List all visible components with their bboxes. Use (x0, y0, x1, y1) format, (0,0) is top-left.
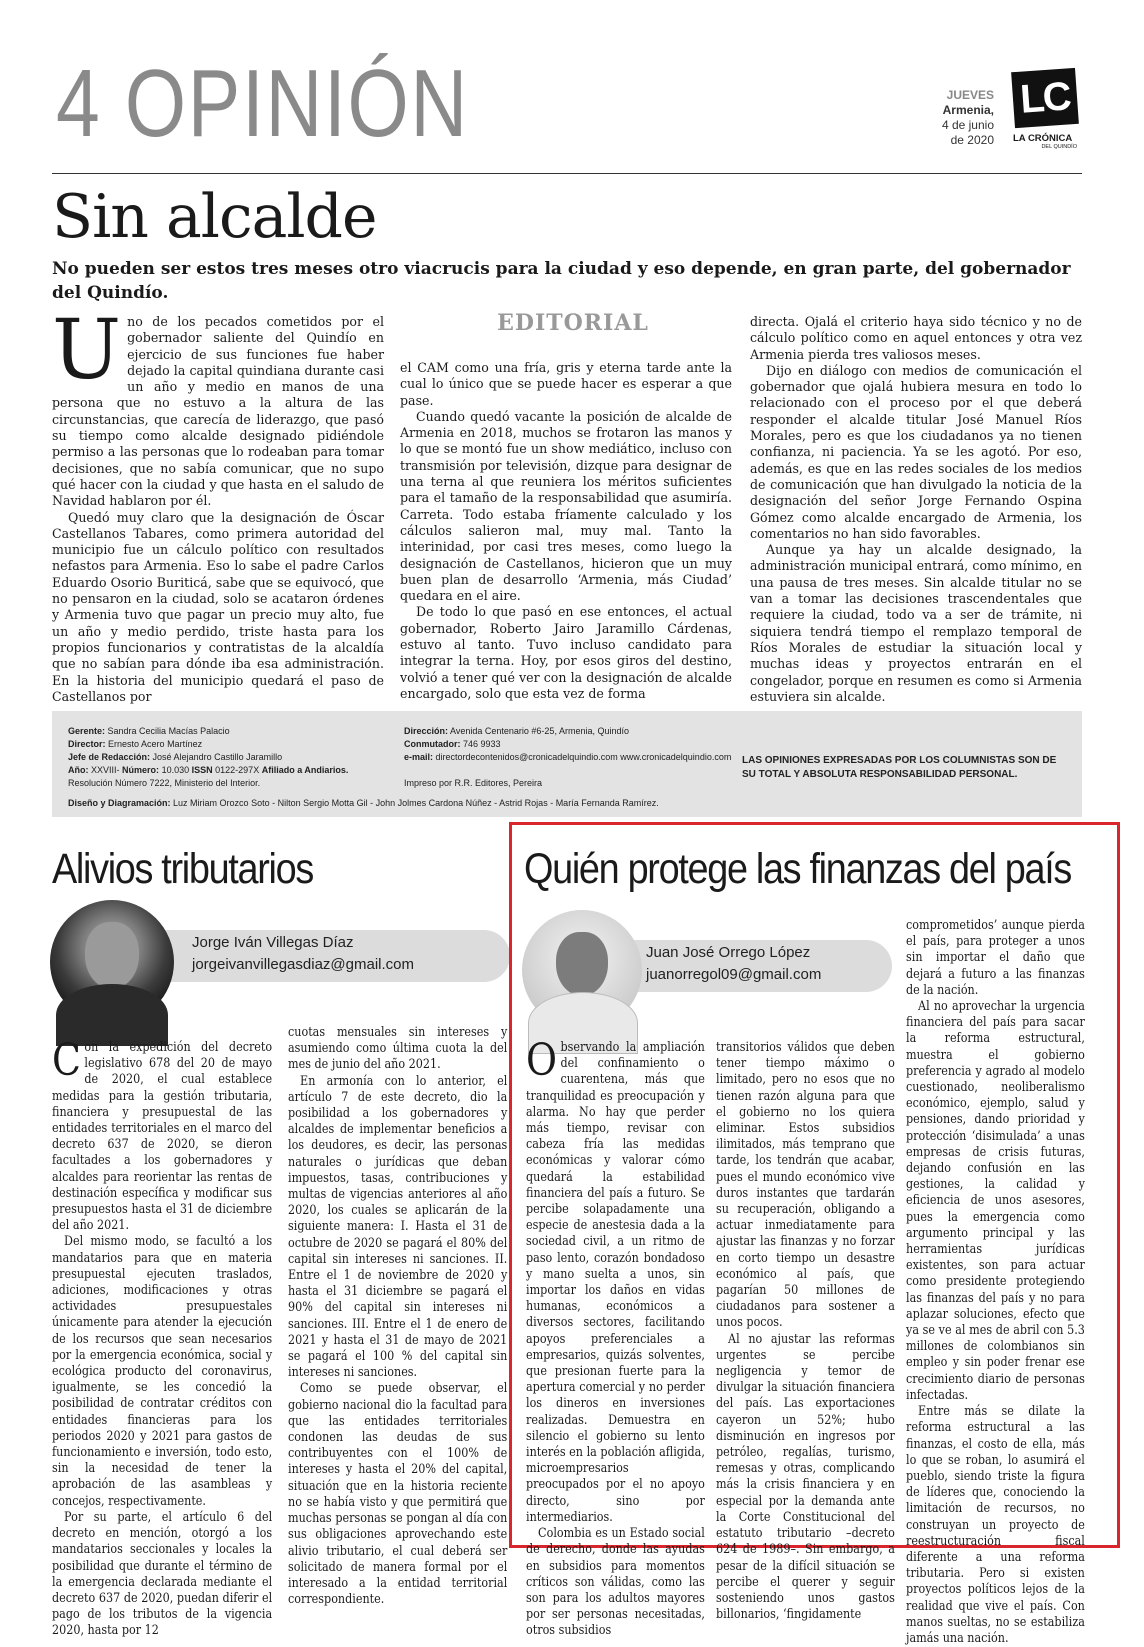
section-number: 4 (56, 50, 102, 157)
column-left-dropcap: C (52, 1035, 81, 1086)
date-city: Armenia, (942, 103, 994, 117)
column-paragraph: Del mismo modo, se facultó a los mandatarios para que en materia presupuestal ejecuten traslados, adiciones, modificaciones y otras actividades presupuestales únicamente para atender la ejecución de los recursos que sean necesarios por la emergencia económica, social y ecológica producto del coronavirus, igualmente, se les concedió la posibilidad de contratar créditos con entidades financieras para los periodos 2020 y 2021 para gastos de funcionamiento e inversión, todo esto, sin la necesidad de tener la aprobación de las asambleas y concejos, respectivamente. (52, 1234, 273, 1509)
editorial-dropcap: U (52, 303, 122, 398)
author-face (556, 932, 609, 997)
masthead-value: 10.030 (161, 765, 190, 775)
author-name: Juan José Orrego López (646, 944, 811, 961)
masthead-value: José Alejandro Castillo Jaramillo (152, 752, 283, 762)
column-left-text-1 (52, 1035, 273, 1640)
dateline (942, 88, 994, 148)
masthead-staff (68, 725, 348, 790)
column-right-author-bar (600, 940, 892, 992)
editorial-paragraph: Aunque ya hay un alcalde designado, la administración municipal entrará, como mínimo, en una pausa de tres meses. Sin alcalde titular no se van a tomar las decisiones trascendentales que requiere la ciudad, todo va a ser de trámite, ni siquiera tendrá tiempo el remplazo temporal de Ríos Morales de estudiar la situación local y muchas ideas y proyectos entrarán en el congelador, porque en resumen es como si Armenia estuviera sin alcalde. (750, 542, 1082, 704)
author-face (85, 922, 140, 989)
column-right-text-3 (906, 918, 1085, 1647)
masthead-box (52, 711, 1082, 817)
column-paragraph: Al no aprovechar la urgencia financiera del país para sacar la reforma estructural, muestra el gobierno preferencia y agrado al modelo cuestionado, neoliberalismo económico, ejemplo, salud y pensiones, dando prioridad y protección ‘disimulada’ a unas empresas de crisis futuras, dejando confusión en las gestiones, la calidad y eficiencia de unos asesores, pues la emergencia como argumento principal y las herramientas jurídicas existentes, son para actuar como presidente protegiendo las finanzas del país y no para aplazar soluciones, efecto que ya se ve al mes de abril con 5.3 millones de colombianos sin empleo y sin poder frenar ese crecimiento diario de personas infectadas. (906, 999, 1085, 1403)
masthead-label: Gerente: (68, 726, 106, 736)
column-paragraph: on la expedición del decreto legislativo 678 del 20 de mayo de 2020, el cual establece medidas para la gestión tributaria, financiera y presupuestal de las entidades territoriales en el marco del decreto 637 de 2020, se dieron facultades a los gobernadores y alcaldes para reorientar las rentas de destinación específica y modificar sus presupuestos hasta el 31 de diciembre del año 2021. (52, 1040, 273, 1234)
masthead-label: e-mail: (404, 752, 434, 762)
author-name: Jorge Iván Villegas Díaz (192, 934, 354, 951)
author-email[interactable]: jorgeivanvillegasdiaz@gmail.com (192, 956, 414, 973)
editorial-deck: No pueden ser estos tres meses otro viacrucis para la ciudad y eso depende, en gran parte, del gobernador del Quindío. (52, 259, 1071, 303)
logo-name: LA CRÓNICA (1013, 133, 1073, 144)
masthead-value: 0122-297X (215, 765, 260, 775)
logo-letters: LC (1011, 68, 1079, 128)
masthead-label: Director: (68, 739, 106, 749)
masthead-value: XXVIII- (91, 765, 120, 775)
column-right-text-2 (716, 1040, 895, 1623)
masthead-email[interactable]: directordecontenidos@cronicadelquindio.com www.cronicadelquindio.com (435, 752, 732, 762)
column-paragraph: Por su parte, el artículo 6 del decreto en mención, otorgó a los mandatarios seccionales y locales la posibilidad que durante el término de la emergencia declarada mediante el decreto 637 de 2020, puedan diferir el pago de los tributos de la vigencia 2020, hasta por 12 (52, 1509, 273, 1639)
date-year: de 2020 (950, 133, 994, 147)
column-paragraph: Colombia es un Estado social de derecho, donde las ayudas en subsidios para momentos críticos son válidas, como las son para los adultos mayores por ser personas necesitadas, otros subsidios (526, 1526, 705, 1639)
section-name: OPINIÓN (124, 50, 469, 157)
masthead-label: Dirección: (404, 726, 449, 736)
masthead-printer: Impreso por R.R. Editores, Pereira (404, 778, 543, 788)
masthead-label: Número: (122, 765, 160, 775)
header-divider (52, 173, 1082, 174)
date-day: JUEVES (946, 88, 994, 102)
editorial-paragraph: el CAM como una fría, gris y eterna tarde ante la cual lo único que se puede hacer es esperar a que pase. (400, 360, 732, 408)
masthead-label: Diseño y Diagramación: (68, 798, 171, 808)
editorial-column-2 (400, 360, 732, 702)
author-photo-left (50, 900, 174, 1024)
masthead-value: Avenida Centenario #6-25, Armenia, Quindío (450, 726, 629, 736)
masthead-disclaimer: LAS OPINIONES EXPRESADAS POR LOS COLUMNISTAS SON DE SU TOTAL Y ABSOLUTA RESPONSABILIDAD PERSONAL. (742, 755, 1057, 780)
editorial-paragraph: no de los pecados cometidos por el gobernador saliente del Quindío en ejercicio de sus funciones fue haber dejado la capital quindiana durante casi un año y medio en manos de una persona que no estuvo a la altura de las circunstancias, que carecía de liderazgo, que pasó su tiempo como alcalde designado pidiéndole permiso a las personas que lo rodeaban para tomar decisiones, que no sabía comunicar, que no supo qué hacer con la ciudad y que hasta en el saludo de Navidad hablaron por él. (52, 314, 384, 509)
column-paragraph: transitorios válidos que deben tener tiempo máximo o limitado, pero no esos que no tienen razón alguna para que el gobierno no los quiera eliminar. Estos subsidios ilimitados, más temprano que tarde, los tendrán que acabar, pues el mundo económico vive duros instantes que tardarán su recuperación, obligando a actuar inmediatamente para ajustar las finanzas y no forzar en corto tiempo un desastre económico al país, que pagarían 50 millones de ciudadanos para sostener a unos pocos. (716, 1040, 895, 1331)
newspaper-logo (1013, 70, 1083, 160)
logo-sub: DEL QUINDÍO (1041, 144, 1077, 150)
column-left-headline: Alivios tributarios (52, 845, 313, 893)
editorial-paragraph: Dijo en diálogo con medios de comunicación el gobernador que ojalá hubiera mesura en todo lo relacionado con el proceso por el que deberá responder el alcalde titular José Manuel Ríos Morales, pero es que los ciudadanos ya no tienen confianza, ni paciencia. Ya se les agotó. Por eso, además, es que en las redes sociales de los medios de comunicación que han divulgado la noticia de la designación del señor Jorge Fernando Ospina Gómez como alcalde encargado de Armenia, los comentarios no han sido favorables. (750, 362, 1082, 541)
editorial-column-1 (52, 303, 384, 705)
column-right-text-1 (526, 1035, 705, 1640)
author-email[interactable]: juanorregol09@gmail.com (646, 966, 822, 983)
column-paragraph: Al no ajustar las reformas urgentes se percibe negligencia y temor de divulgar la situación financiera del país. Las exportaciones cayeron un 52%; hubo disminución en ingresos por petróleo, regalías, turismo, remesas y otras, complicando más la crisis financiera y en especial por la demanda ante la Corte Constitucional del estatuto tributario –decreto 624 de 1989–. Sin embargo, a pesar de la difícil situación se percibe el querer y seguir sosteniendo unos gastos billonarios, ‘fingidamente (716, 1331, 895, 1623)
masthead-label: Afiliado a Andiarios. (261, 765, 349, 775)
masthead-value: 746 9933 (463, 739, 501, 749)
masthead-label: Jefe de Redacción: (68, 752, 151, 762)
editorial-paragraph: Quedó muy claro que la designación de Óscar Castellanos Tabares, como primera autoridad del municipio fue un cálculo político con resultados nefastos para Armenia. Eso lo sabe el padre Carlos Eduardo Osorio Buriticá, sabe que se equivocó, que no pensaron en la ciudad, solo se acataron órdenes y Armenia tuvo que pagar un precio muy alto, fue un año y medio perdido, triste hasta para los propios funcionarios y contratistas de la alcaldía que no sabían para dónde iba esa administración. En la historia del municipio quedará el paso de Castellanos por (52, 509, 384, 704)
column-left-clip (288, 1025, 508, 1608)
masthead-label: Conmutador: (404, 739, 461, 749)
editorial-paragraph: De todo lo que pasó en ese entonces, el actual gobernador, Roberto Jairo Jaramillo Cárdenas, estuvo al tanto. Tuvo incluso candidato para integrar la terna. Hoy, por esos giros del destino, volvió a tener qué ver con la designación de alcalde encargado, solo que esta vez de forma (400, 604, 732, 701)
author-photo-right (522, 910, 642, 1030)
column-right-dropcap: O (526, 1035, 558, 1086)
masthead-resolution: Resolución Número 7222, Ministerio del Interior. (68, 778, 261, 788)
masthead-value: Ernesto Acero Martínez (108, 739, 203, 749)
column-right-headline: Quién protege las finanzas del país (524, 845, 1072, 893)
masthead-value: Luz Miriam Orozco Soto - Nilton Sergio Motta Gil - John Jolmes Cardona Núñez - Astrid Rojas - María Fernanda Ramírez. (173, 798, 659, 808)
editorial-headline: Sin alcalde (52, 182, 377, 252)
editorial-column-3 (750, 314, 1082, 705)
masthead-design (68, 797, 659, 810)
date-line: 4 de junio (941, 118, 994, 132)
masthead-label: ISSN (191, 765, 213, 775)
column-paragraph: cuotas mensuales sin intereses y asumiendo como última cuota la del mes de junio del año 2021. (288, 1025, 508, 1073)
column-left-text-2 (288, 1025, 507, 1608)
editorial-paragraph: Cuando quedó vacante la posición de alcalde de Armenia en 2018, muchos se frotaron las manos y lo que se montó fue un show mediático, incluso con transmisión por televisión, dizque para designar de una terna al que reuniera los méritos suficientes para el tamaño de la responsabilidad que asumiría. Carreta. Todo estaba fríamente calculado y los cálculos salieron mal, muy mal. Tanto la interinidad, por casi tres meses, como luego la designación de Castellanos, hicieron que un muy buen plan de desarrollo ‘Armenia, más Ciudad’ quedara en el aire. (400, 408, 732, 604)
column-paragraph: Como se puede observar, el gobierno nacional dio la facultad para que las entidades territoriales condonen las deudas de sus contribuyentes con el 100% de intereses y hasta el 20% del capital, situación que en la historia reciente no se había visto y que permitirá que muchas personas se pongan al día con sus obligaciones aprovechando este alivio tributario, el cual deberá ser solicitado de manera formal por el interesado a la entidad territorial correspondiente. (288, 1381, 508, 1608)
column-paragraph: comprometidos’ aunque pierda el país, para proteger a unos sin importar el daño que dejará a futuro a las finanzas de la nación. (906, 918, 1085, 998)
column-paragraph: bservando la ampliación del confinamiento o cuarentena, más que tranquilidad es preocupación y alarma. No hay que perder más tiempo, revisar con cabeza fría las medidas económicas y valorar cómo quedará la estabilidad financiera del país a futuro. Se percibe solapadamente una especie de anestesia dada a la sociedad civil, a un ritmo de paso lento, corazón bondadoso y mano suelta a unos, sin importar los daños en vidas humanas, económicos a diversos sectores, facilitando apoyos preferenciales a empresarios, quizás solventes, que presionan fuerte para la apertura comercial y no perder los dineros en inversiones realizadas. Demuestra en silencio el gobierno su lento interés en la población afligida, microempresarios preocupados por el no apoyo directo, sino por intermediarios. (526, 1040, 705, 1525)
masthead-contact (404, 725, 731, 790)
column-left-author-bar (130, 930, 510, 982)
column-paragraph: En armonía con lo anterior, el artículo 7 de este decreto, dio la posibilidad a los gobernadores y alcaldes de implementar beneficios a los deudores, es decir, las personas naturales o jurídicas que deban impuestos, tasas, contribuciones y multas de vigencias anteriores al año 2020, los cuales se aplicarán de la siguiente manera: I. Hasta el 31 de octubre de 2020 se pagará el 80% del capital sin intereses ni sanciones. II. Entre el 1 de noviembre de 2020 y hasta el 31 diciembre se pagará el 90% del capital sin intereses ni sanciones. III. Entre el 1 de enero de 2021 y hasta el 31 de mayo de 2021 se pagará el 100 % del capital sin intereses ni sanciones. (288, 1073, 508, 1381)
masthead-label: Año: (68, 765, 89, 775)
masthead-value: Sandra Cecilia Macías Palacio (107, 726, 230, 736)
column-paragraph: Entre más se dilate la reforma estructural a las finanzas, el costo de ella, más lo que se roban, lo asumirá el pueblo, siendo triste la figura de líderes que, conociendo la limitación de recursos, no construyan un proyecto de reestructuración fiscal diferente a una reforma tributaria. Pero si existen proyectos políticos lejos de la realidad que vive el país. Con manos sueltas, no se estabiliza jamás una nación. (906, 1404, 1085, 1646)
editorial-label: EDITORIAL (497, 310, 649, 336)
section-title (56, 50, 469, 157)
editorial-paragraph: directa. Ojalá el criterio haya sido técnico y no de cálculo político como en aquel entonces y otra vez Armenia pierda tres valiosos meses. (750, 314, 1082, 362)
